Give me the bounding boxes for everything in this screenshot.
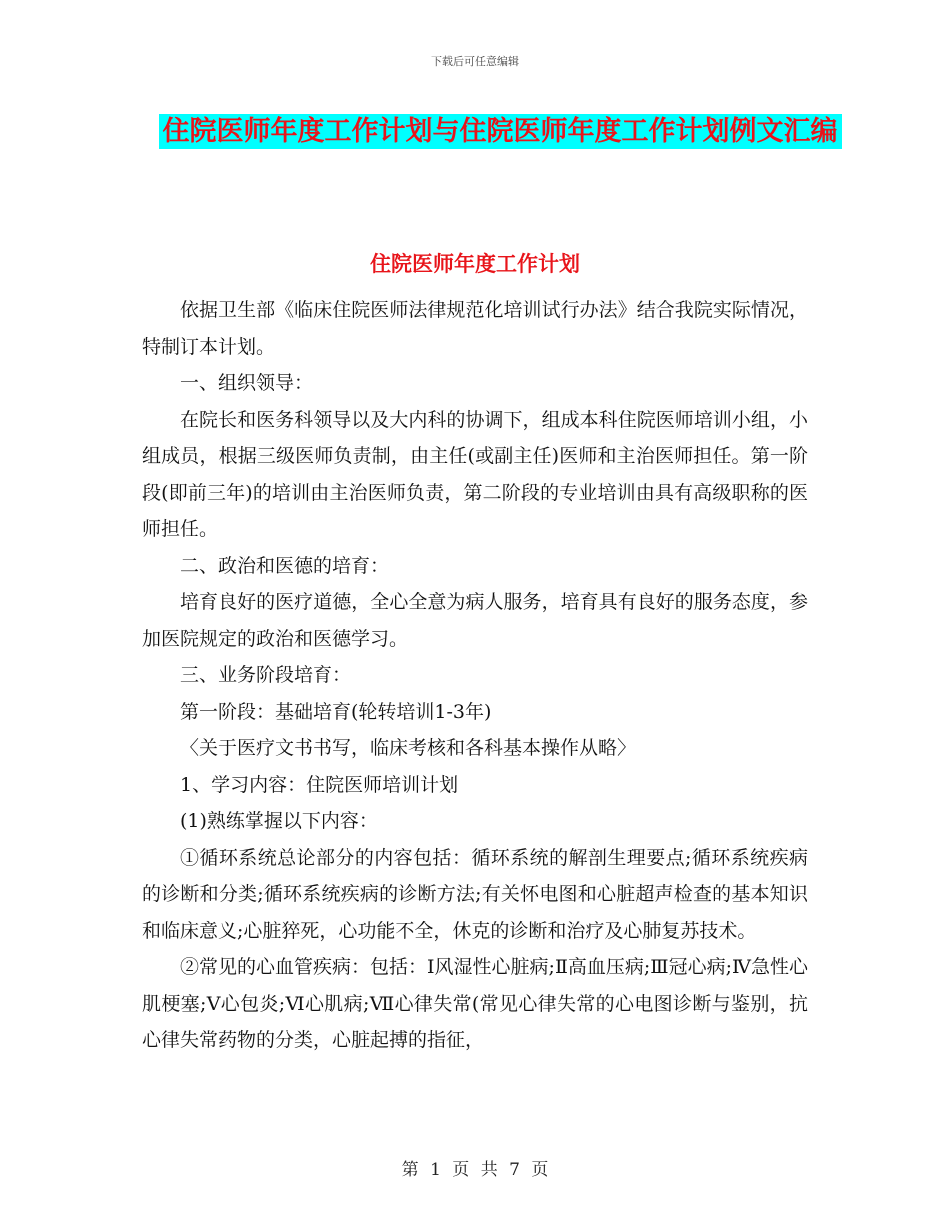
paragraph: 培育良好的医疗道德，全心全意为病人服务，培育具有良好的服务态度，参加医院规定的政治和医德学习。 [142, 591, 808, 650]
paragraph: 一、组织领导： [180, 372, 314, 394]
paragraph: ①循环系统总论部分的内容包括：循环系统的解剖生理要点;循环系统疾病的诊断和分类;循环系统疾病的诊断方法;有关怀电图和心脏超声检查的基本知识和临床意义;心脏猝死，心功能不全，休克的诊断和治疗及心肺复苏技术。 [142, 846, 808, 942]
paragraph: 在院长和医务科领导以及大内科的协调下，组成本科住院医师培训小组，小组成员，根据三级医师负责制，由主任(或副主任)医师和主治医师担任。第一阶段(即前三年)的培训由主治医师负责，第二阶段的专业培训由具有高级职称的医师担任。 [142, 408, 808, 540]
section-title: 住院医师年度工作计划 [370, 252, 580, 276]
paragraph: (1)熟练掌握以下内容： [180, 810, 378, 832]
document-title [120, 110, 880, 154]
paragraph: ②常见的心血管疾病：包括：Ⅰ风湿性心脏病;Ⅱ高血压病;Ⅲ冠心病;Ⅳ急性心肌梗塞;Ⅴ心包炎;Ⅵ心肌病;Ⅶ心律失常(常见心律失常的心电图诊断与鉴别，抗心律失常药物的分类，心脏起搏的指征， [142, 956, 808, 1051]
paragraph: 依据卫生部《临床住院医师法律规范化培训试行办法》结合我院实际情况，特制订本计划。 [142, 299, 808, 358]
paragraph: 二、政治和医德的培育： [180, 554, 390, 577]
paragraph: 1、学习内容：住院医师培训计划 [180, 773, 459, 796]
document-title-text: 住院医师年度工作计划与住院医师年度工作计划例文汇编 [159, 114, 842, 149]
page-number: 第 1 页 共 7 页 [401, 1160, 549, 1180]
paragraph: 三、业务阶段培育： [180, 664, 352, 686]
paragraph: 〈关于医疗文书书写，临床考核和各科基本操作从略〉 [180, 737, 637, 759]
page-header-note: 下载后可任意编辑 [431, 55, 519, 68]
document-body [142, 292, 808, 1059]
paragraph: 第一阶段：基础培育(轮转培训1-3年) [180, 700, 492, 723]
